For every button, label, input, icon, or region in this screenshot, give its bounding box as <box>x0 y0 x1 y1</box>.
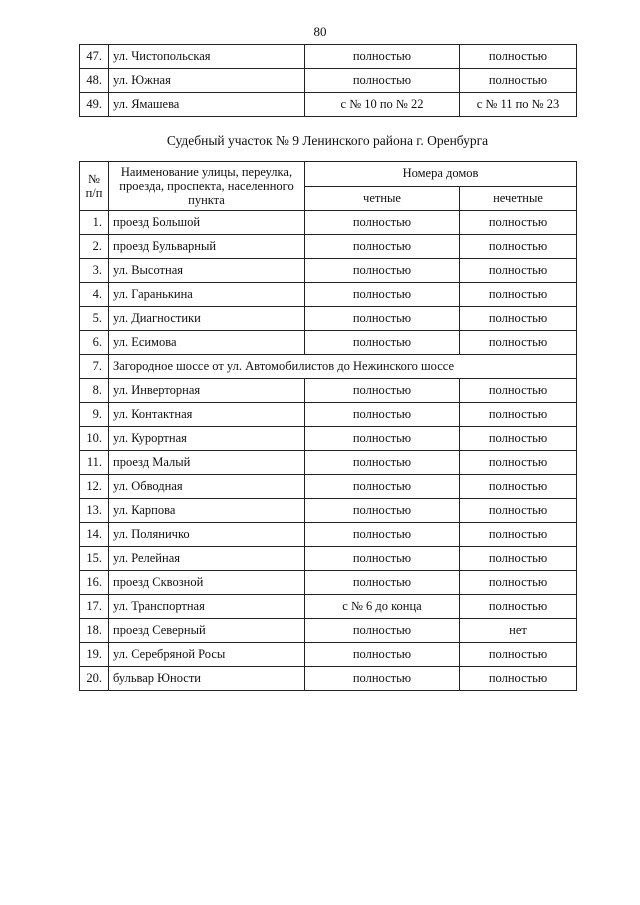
odd-numbers: полностью <box>460 331 577 355</box>
odd-numbers: полностью <box>460 547 577 571</box>
row-number: 48. <box>80 69 109 93</box>
street-name: ул. Серебряной Росы <box>109 643 305 667</box>
even-numbers: полностью <box>305 259 460 283</box>
odd-numbers: полностью <box>460 427 577 451</box>
table-row <box>80 427 577 451</box>
street-name: ул. Есимова <box>109 331 305 355</box>
even-numbers: с № 6 до конца <box>305 595 460 619</box>
table-row <box>80 93 577 117</box>
table-row <box>80 667 577 691</box>
street-name: ул. Транспортная <box>109 595 305 619</box>
table-row <box>80 595 577 619</box>
odd-numbers: полностью <box>460 379 577 403</box>
street-name: ул. Южная <box>109 69 305 93</box>
row-number: 6. <box>80 331 109 355</box>
even-numbers: полностью <box>305 379 460 403</box>
header-even: четные <box>305 186 460 211</box>
row-number: 12. <box>80 475 109 499</box>
header-num: № п/п <box>80 162 109 211</box>
even-numbers: полностью <box>305 547 460 571</box>
header-street-name: Наименование улицы, переулка, проезда, проспекта, населенного пункта <box>109 162 305 211</box>
street-name: проезд Большой <box>109 211 305 235</box>
row-number: 7. <box>80 355 109 379</box>
table-row <box>80 547 577 571</box>
odd-numbers: полностью <box>460 307 577 331</box>
even-numbers: полностью <box>305 451 460 475</box>
table-row <box>80 211 577 235</box>
odd-numbers: нет <box>460 619 577 643</box>
row-number: 10. <box>80 427 109 451</box>
odd-numbers: полностью <box>460 283 577 307</box>
street-name: проезд Сквозной <box>109 571 305 595</box>
row-number: 1. <box>80 211 109 235</box>
even-numbers: полностью <box>305 307 460 331</box>
odd-numbers: полностью <box>460 643 577 667</box>
even-numbers: полностью <box>305 499 460 523</box>
street-name: ул. Ямашева <box>109 93 305 117</box>
row-number: 14. <box>80 523 109 547</box>
odd-numbers: полностью <box>460 451 577 475</box>
table-header-row <box>80 162 577 187</box>
odd-numbers: полностью <box>460 595 577 619</box>
street-name: Загородное шоссе от ул. Автомобилистов до Нежинского шоссе <box>109 355 577 379</box>
odd-numbers: полностью <box>460 235 577 259</box>
row-number: 49. <box>80 93 109 117</box>
odd-numbers: с № 11 по № 23 <box>460 93 577 117</box>
row-number: 5. <box>80 307 109 331</box>
street-name: ул. Высотная <box>109 259 305 283</box>
table-row <box>80 355 577 379</box>
street-name: проезд Бульварный <box>109 235 305 259</box>
row-number: 47. <box>80 45 109 69</box>
odd-numbers: полностью <box>460 211 577 235</box>
odd-numbers: полностью <box>460 259 577 283</box>
table-row <box>80 379 577 403</box>
continuation-table <box>79 44 577 117</box>
table-row <box>80 235 577 259</box>
street-name: ул. Инверторная <box>109 379 305 403</box>
street-name: ул. Курортная <box>109 427 305 451</box>
street-name: ул. Диагностики <box>109 307 305 331</box>
street-name: ул. Карпова <box>109 499 305 523</box>
table-row <box>80 499 577 523</box>
row-number: 2. <box>80 235 109 259</box>
odd-numbers: полностью <box>460 45 577 69</box>
street-name: проезд Малый <box>109 451 305 475</box>
table-row <box>80 619 577 643</box>
table-row <box>80 571 577 595</box>
streets-table <box>79 161 577 691</box>
table-row <box>80 451 577 475</box>
odd-numbers: полностью <box>460 403 577 427</box>
row-number: 17. <box>80 595 109 619</box>
even-numbers: полностью <box>305 283 460 307</box>
table-row <box>80 403 577 427</box>
street-name: проезд Северный <box>109 619 305 643</box>
table-row <box>80 69 577 93</box>
header-odd: нечетные <box>460 186 577 211</box>
odd-numbers: полностью <box>460 475 577 499</box>
section-title: Судебный участок № 9 Ленинского района г. Оренбурга <box>166 133 489 148</box>
page-number: 80 <box>313 24 327 39</box>
odd-numbers: полностью <box>460 69 577 93</box>
even-numbers: полностью <box>305 523 460 547</box>
even-numbers: полностью <box>305 643 460 667</box>
row-number: 20. <box>80 667 109 691</box>
even-numbers: полностью <box>305 235 460 259</box>
row-number: 9. <box>80 403 109 427</box>
row-number: 15. <box>80 547 109 571</box>
even-numbers: полностью <box>305 69 460 93</box>
street-name: ул. Релейная <box>109 547 305 571</box>
odd-numbers: полностью <box>460 499 577 523</box>
odd-numbers: полностью <box>460 571 577 595</box>
table-row <box>80 283 577 307</box>
row-number: 19. <box>80 643 109 667</box>
even-numbers: полностью <box>305 619 460 643</box>
table-row <box>80 475 577 499</box>
even-numbers: полностью <box>305 571 460 595</box>
table-row <box>80 331 577 355</box>
odd-numbers: полностью <box>460 523 577 547</box>
row-number: 3. <box>80 259 109 283</box>
row-number: 18. <box>80 619 109 643</box>
table-row <box>80 259 577 283</box>
even-numbers: полностью <box>305 45 460 69</box>
table-row <box>80 307 577 331</box>
header-house-numbers: Номера домов <box>305 162 577 187</box>
table-row <box>80 523 577 547</box>
street-name: ул. Обводная <box>109 475 305 499</box>
even-numbers: полностью <box>305 427 460 451</box>
row-number: 11. <box>80 451 109 475</box>
row-number: 4. <box>80 283 109 307</box>
even-numbers: полностью <box>305 667 460 691</box>
street-name: ул. Гаранькина <box>109 283 305 307</box>
street-name: ул. Поляничко <box>109 523 305 547</box>
even-numbers: с № 10 по № 22 <box>305 93 460 117</box>
street-name: бульвар Юности <box>109 667 305 691</box>
street-name: ул. Чистопольская <box>109 45 305 69</box>
even-numbers: полностью <box>305 331 460 355</box>
odd-numbers: полностью <box>460 667 577 691</box>
table-row <box>80 643 577 667</box>
table-row <box>80 45 577 69</box>
row-number: 16. <box>80 571 109 595</box>
even-numbers: полностью <box>305 403 460 427</box>
even-numbers: полностью <box>305 475 460 499</box>
row-number: 13. <box>80 499 109 523</box>
even-numbers: полностью <box>305 211 460 235</box>
street-name: ул. Контактная <box>109 403 305 427</box>
row-number: 8. <box>80 379 109 403</box>
